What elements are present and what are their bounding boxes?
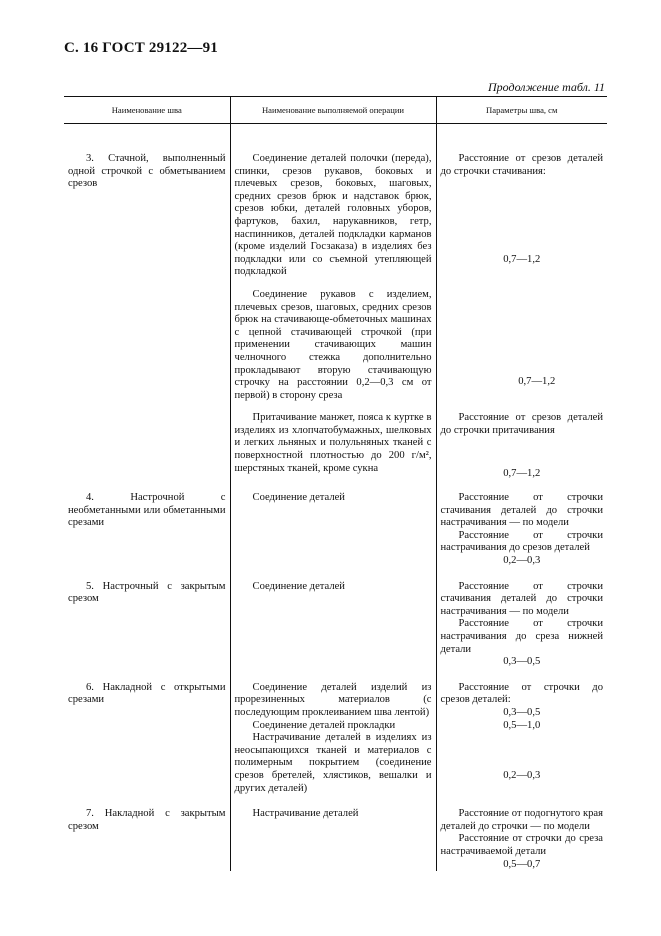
seam-name-cell [64, 568, 230, 669]
table-row [64, 568, 607, 669]
operation-text: Соединение деталей изделий из прорезиненных материалов (с последующим проклеиванием шва лентой) [234, 681, 432, 718]
operation-cell [230, 669, 436, 795]
parameter-value: 0,3—0,5 [503, 656, 541, 668]
seam-name-cell [64, 795, 230, 871]
seam-name: 7. Накладной с закрытым срезом [68, 808, 226, 832]
seam-name: 5. Настрочный с закрытым срезом [68, 580, 226, 605]
table-row [64, 669, 607, 795]
parameter-text: Расстояние от строчки стачивания деталей до строчки настрачивания — по модели [440, 580, 603, 617]
seam-name-cell [64, 124, 230, 279]
operation-cell [230, 568, 436, 669]
operation-cell [230, 124, 436, 279]
operation-text: Притачивание манжет, пояса к куртке в изделиях из хлопчатобумажных, шелковых и легких льняных и полульняных тканей с поверхностной плотностью до 200 г/м², шерстяных тканей, кроме сукна [234, 412, 432, 474]
seam-name-cell [64, 402, 230, 481]
page-header: С. 16 ГОСТ 29122—91 [64, 40, 218, 56]
parameter-cell [436, 124, 607, 279]
seam-name-cell [64, 669, 230, 795]
seam-table [64, 96, 607, 871]
parameter-value: 0,7—1,2 [503, 468, 541, 480]
parameter-text: Расстояние от строчки стачивания деталей до строчки настрачивания — по модели [440, 492, 603, 529]
parameter-text: Расстояние от строчки до среза настрачиваемой детали [440, 833, 603, 857]
parameter-text: Расстояние от строчки настрачивания до среза нижней детали [440, 618, 603, 655]
parameter-value: 0,2—0,3 [503, 770, 541, 782]
table-row [64, 279, 607, 402]
header-parameters: Параметры шва, см [436, 97, 607, 124]
parameter-cell [436, 795, 607, 871]
operation-text: Настрачивание деталей в изделиях из неосыпающихся тканей и материалов с полимерным покрытием (соединение срезов бретелей, хлястиков, вешалки и других деталей) [234, 732, 432, 794]
parameter-text: Расстояние от подогнутого края деталей до строчки — по модели [440, 808, 603, 832]
operation-text: Соединение деталей прокладки [252, 719, 396, 731]
operation-text: Соединение деталей полочки (переда), спинки, срезов рукавов, боковых и плечевых срезов, боковых, шаговых, средних срезов брюк и надставок брюк, срезов юбки, деталей головных уборов, фартуков, бахил, нарукавников, гетр, наспинников, деталей подкладки карманов (кроме изделий Госзаказа) в изделиях без подкладки или со съемной утепляющей подкладкой [234, 153, 432, 278]
seam-name-cell [64, 279, 230, 402]
seam-name: 4. Настрочной с необметанными или обметанными срезами [68, 492, 226, 529]
parameter-cell [436, 402, 607, 481]
parameter-value: 0,5—0,7 [503, 858, 541, 870]
operation-text: Соединение деталей [252, 492, 345, 504]
parameter-cell [436, 669, 607, 795]
operation-cell [230, 795, 436, 871]
table-row [64, 795, 607, 871]
seam-name: 3. Стачной, выполненный одной строчкой с обметыванием срезов [68, 153, 226, 190]
operation-cell [230, 481, 436, 568]
operation-text: Настрачивание деталей [252, 808, 359, 820]
parameter-cell [436, 279, 607, 402]
header-operation: Наименование выполняемой операции [230, 97, 436, 124]
table-caption: Продолжение табл. 11 [487, 80, 605, 94]
parameter-text: Расстояние от строчки до срезов деталей: [440, 681, 603, 706]
parameter-value: 0,3—0,5 [503, 706, 541, 718]
operation-text: Соединение деталей [252, 580, 345, 592]
parameter-text: Расстояние от срезов деталей до строчки притачивания [440, 412, 603, 436]
table-row [64, 402, 607, 481]
parameter-text: Расстояние от срезов деталей до строчки стачивания: [440, 153, 603, 177]
table-row [64, 124, 607, 279]
table-row [64, 481, 607, 568]
seam-name-cell [64, 481, 230, 568]
parameter-value: 0,7—1,2 [518, 375, 556, 387]
seam-name: 6. Накладной с открытыми срезами [68, 681, 226, 706]
table-header-row [64, 97, 607, 124]
header-seam-name: Наименование шва [64, 97, 230, 124]
operation-cell [230, 279, 436, 402]
operation-text: Соединение рукавов с изделием, плечевых срезов, шаговых, средних срезов брюк на стачивающе-обметочных машинах с цепной стачивающей строчкой (при применении стачивающих машин челночного стежка дополнительно прокладывают вторую стачивающую строчку на расстоянии 0,2—0,3 см от первой) в сторону среза [234, 288, 432, 401]
operation-cell [230, 402, 436, 481]
parameter-value: 0,7—1,2 [503, 254, 541, 266]
parameter-value: 0,2—0,3 [503, 555, 541, 567]
parameter-text: Расстояние от строчки настрачивания до срезов деталей [440, 529, 603, 554]
parameter-cell [436, 568, 607, 669]
parameter-value: 0,5—1,0 [503, 719, 541, 731]
parameter-cell [436, 481, 607, 568]
